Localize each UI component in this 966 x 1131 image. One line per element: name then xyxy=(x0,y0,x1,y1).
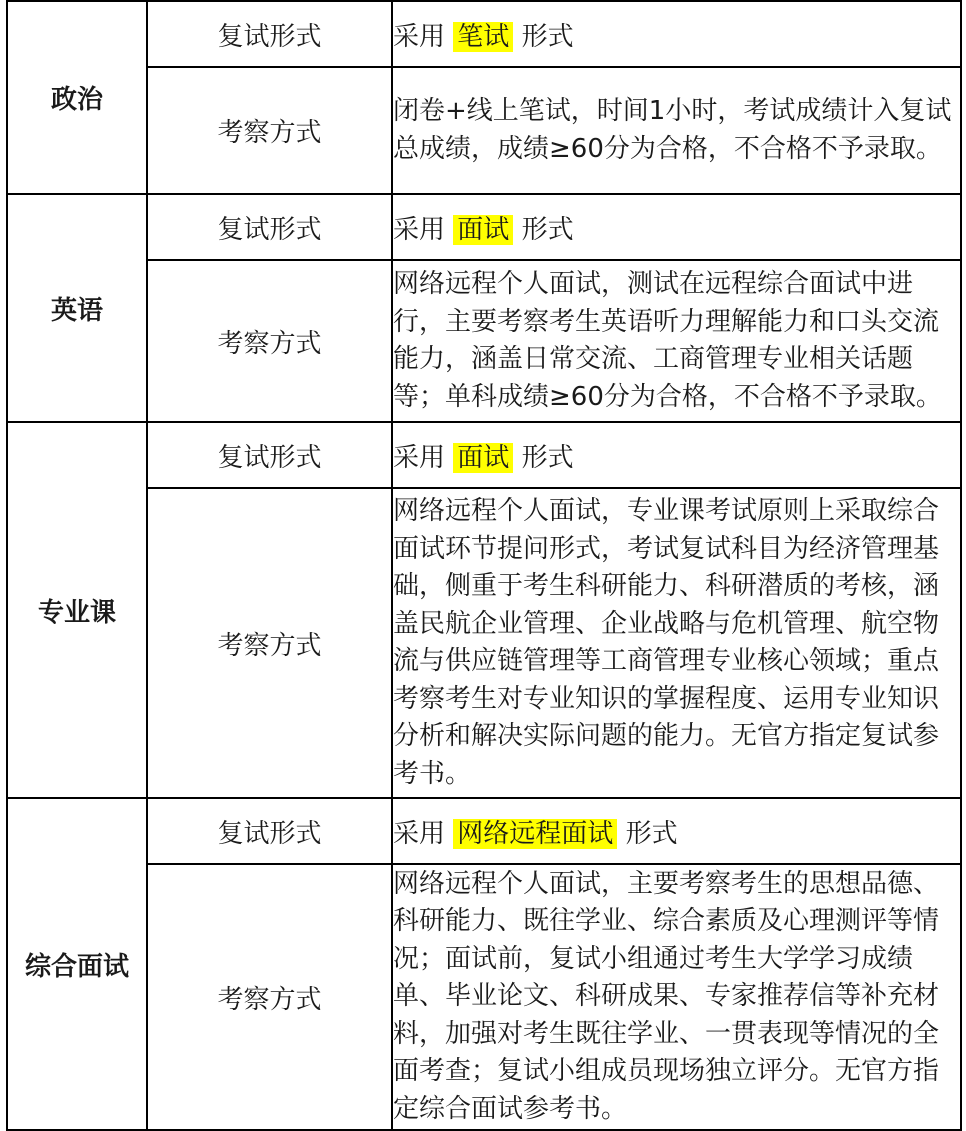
form-value xyxy=(392,798,961,864)
form-label: 复试形式 xyxy=(147,1,392,67)
table-row xyxy=(7,488,961,798)
method-label: 考察方式 xyxy=(147,488,392,798)
form-prefix: 采用 xyxy=(393,442,446,473)
exam-table xyxy=(6,0,962,1131)
table-row xyxy=(7,260,961,422)
table-row xyxy=(7,798,961,864)
table-row xyxy=(7,422,961,488)
form-value xyxy=(392,422,961,488)
table-row xyxy=(7,1,961,67)
form-highlight: 面试 xyxy=(453,443,513,473)
table-row xyxy=(7,67,961,194)
form-value xyxy=(392,194,961,260)
subject-english: 英语 xyxy=(7,194,147,422)
table-row xyxy=(7,864,961,1130)
method-label: 考察方式 xyxy=(147,864,392,1130)
form-suffix: 形式 xyxy=(521,21,574,52)
form-suffix: 形式 xyxy=(521,214,574,245)
subject-major-course: 专业课 xyxy=(7,422,147,798)
form-suffix: 形式 xyxy=(625,818,678,849)
method-text: 闭卷+线上笔试，时间1小时，考试成绩计入复试总成绩，成绩≥60分为合格，不合格不予录取。 xyxy=(392,67,961,194)
form-highlight: 笔试 xyxy=(453,22,513,52)
subject-comprehensive-interview: 综合面试 xyxy=(7,798,147,1130)
method-label: 考察方式 xyxy=(147,260,392,422)
subject-politics: 政治 xyxy=(7,1,147,194)
form-prefix: 采用 xyxy=(393,214,446,245)
form-prefix: 采用 xyxy=(393,818,446,849)
form-label: 复试形式 xyxy=(147,194,392,260)
form-value xyxy=(392,1,961,67)
method-text: 网络远程个人面试，主要考察考生的思想品德、科研能力、既往学业、综合素质及心理测评等情况；面试前，复试小组通过考生大学学习成绩单、毕业论文、科研成果、专家推荐信等补充材料，加强对考生既往学业、一贯表现等情况的全面考查；复试小组成员现场独立评分。无官方指定综合面试参考书。 xyxy=(392,864,961,1130)
form-suffix: 形式 xyxy=(521,442,574,473)
form-highlight: 面试 xyxy=(453,215,513,245)
form-label: 复试形式 xyxy=(147,422,392,488)
method-text: 网络远程个人面试，测试在远程综合面试中进行，主要考察考生英语听力理解能力和口头交流能力，涵盖日常交流、工商管理专业相关话题等；单科成绩≥60分为合格，不合格不予录取。 xyxy=(392,260,961,422)
form-highlight: 网络远程面试 xyxy=(453,819,617,849)
method-label: 考察方式 xyxy=(147,67,392,194)
form-prefix: 采用 xyxy=(393,21,446,52)
method-text: 网络远程个人面试，专业课考试原则上采取综合面试环节提问形式，考试复试科目为经济管理基础，侧重于考生科研能力、科研潜质的考核，涵盖民航企业管理、企业战略与危机管理、航空物流与供应链管理等工商管理专业核心领域；重点考察考生对专业知识的掌握程度、运用专业知识分析和解决实际问题的能力。无官方指定复试参考书。 xyxy=(392,488,961,798)
table-row xyxy=(7,194,961,260)
form-label: 复试形式 xyxy=(147,798,392,864)
